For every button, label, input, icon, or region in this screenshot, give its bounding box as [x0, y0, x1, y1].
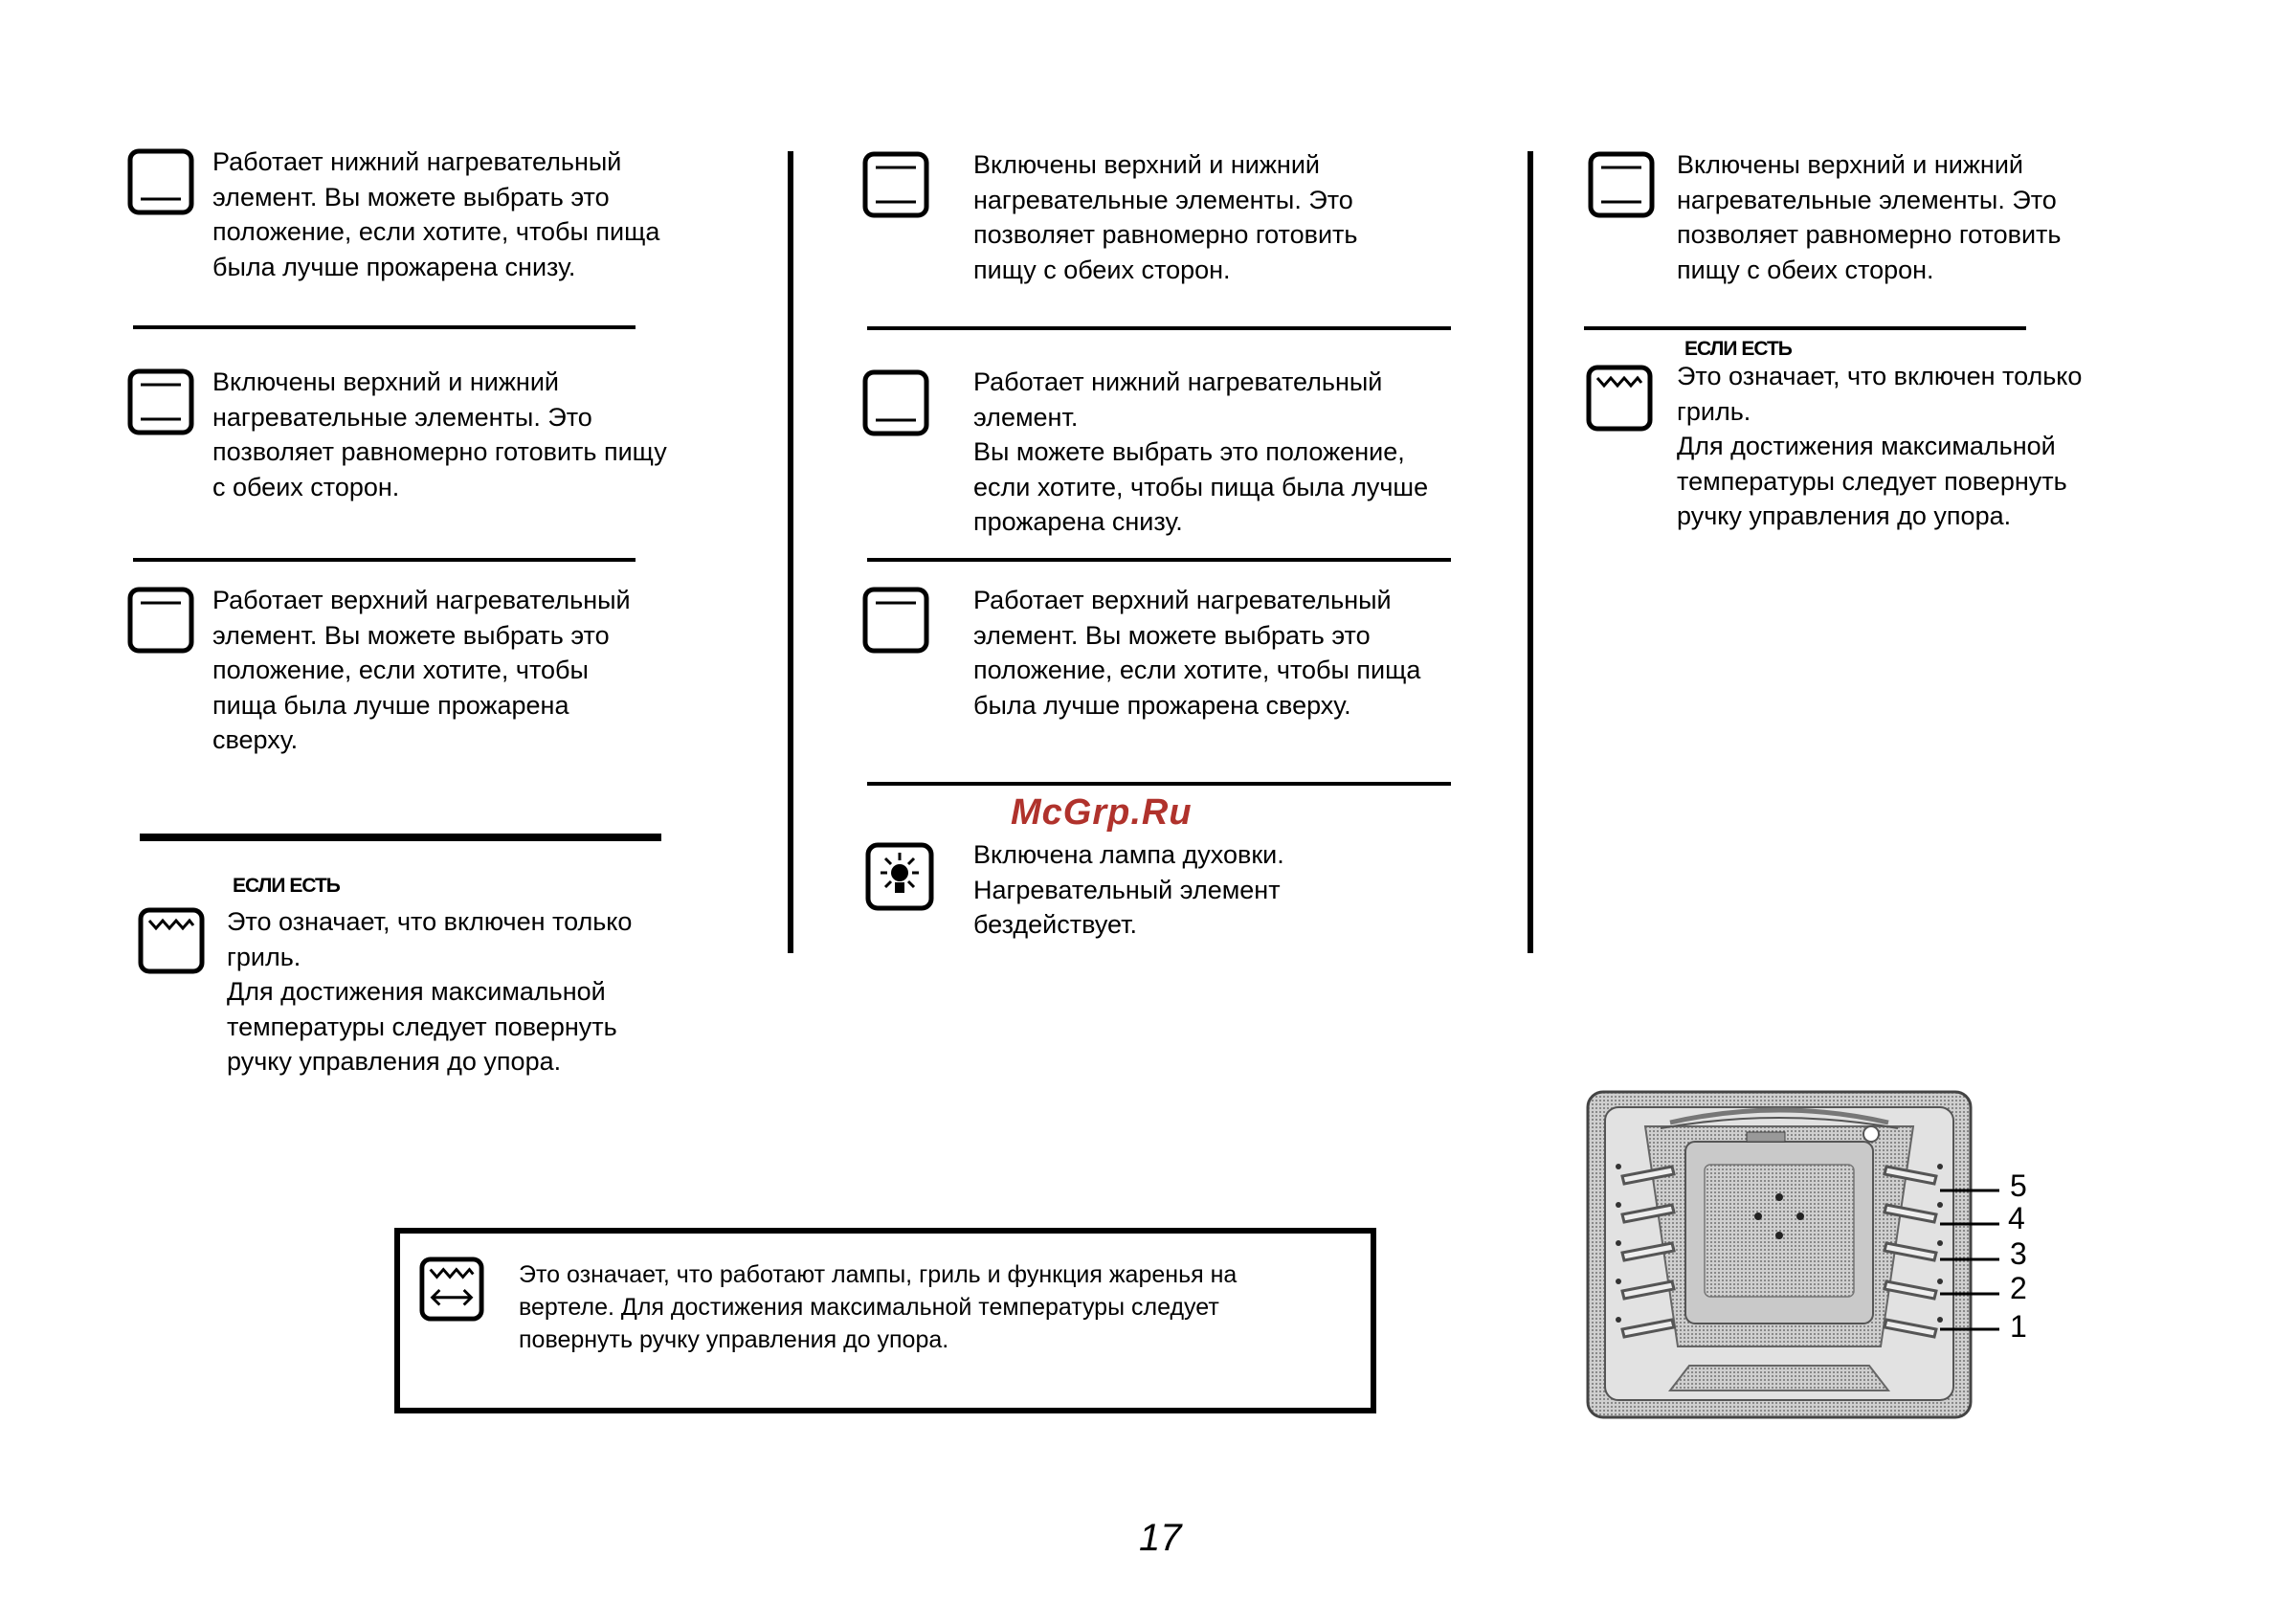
top-bottom-heating-icon [1588, 151, 1655, 218]
column-separator [788, 151, 793, 953]
col1-block1-text: Работает нижний нагревательный элемент. Вы можете выбрать это положение, если хотите, чтобы пища была лучше прожарена снизу. [212, 147, 660, 281]
if-available-label: ЕСЛИ ЕСТЬ [1684, 338, 1792, 360]
grill-rotisserie-icon [419, 1257, 484, 1322]
shelf-level-4: 4 [2008, 1201, 2025, 1235]
col2-block4-text: Включена лампа духовки. Нагревательный элемент бездействует. [973, 840, 1284, 939]
rotisserie-note-text: Это означает, что работают лампы, гриль и функция жаренья на вертеле. Для достижения максимальной температуры следует повернуть ручку управления до упора. [519, 1261, 1238, 1353]
top-bottom-heating-icon [127, 368, 194, 435]
thick-divider [140, 834, 661, 841]
grill-icon [138, 907, 205, 974]
watermark: McGrp.Ru [1011, 792, 1193, 833]
col1-block4-text: Это означает, что включен только гриль. Для достижения максимальной температуры следует повернуть ручку управления до упора. [227, 907, 633, 1076]
page-number: 17 [1139, 1517, 1182, 1559]
top-bottom-heating-icon [862, 151, 929, 218]
col1-block2-text: Включены верхний и нижний нагревательные элементы. Это позволяет равномерно готовить пищу с обеих сторон. [212, 367, 667, 501]
grill-icon [1586, 365, 1653, 432]
col2-block3-text: Работает верхний нагревательный элемент. Вы можете выбрать это положение, если хотите, чтобы пища была лучше прожарена сверху. [973, 586, 1421, 720]
shelf-level-2: 2 [2010, 1271, 2027, 1305]
col2-block1-text: Включены верхний и нижний нагревательные элементы. Это позволяет равномерно готовить пищу с обеих сторон. [973, 150, 1358, 284]
divider [133, 325, 636, 329]
rotisserie-note-box [394, 1228, 1376, 1413]
divider [867, 558, 1451, 562]
top-heating-element-icon [127, 587, 194, 654]
shelf-level-5: 5 [2010, 1168, 2027, 1203]
bottom-heating-element-icon [127, 148, 194, 215]
shelf-level-1: 1 [2010, 1309, 2027, 1344]
divider [1584, 326, 2026, 330]
col3-block2-text: Это означает, что включен только гриль. Для достижения максимальной температуры следует повернуть ручку управления до упора. [1677, 362, 2083, 530]
bottom-heating-element-icon [862, 369, 929, 436]
col2-block2-text: Работает нижний нагревательный элемент. Вы можете выбрать это положение, если хотите, чтобы пища была лучше прожарена снизу. [973, 367, 1429, 536]
shelf-level-3: 3 [2010, 1236, 2027, 1271]
oven-shelf-diagram [1584, 1088, 2049, 1423]
divider [867, 326, 1451, 330]
top-heating-element-icon [862, 587, 929, 654]
column-separator [1528, 151, 1533, 953]
oven-lamp-icon [865, 842, 934, 911]
if-available-label: ЕСЛИ ЕСТЬ [233, 875, 340, 897]
col3-block1-text: Включены верхний и нижний нагревательные элементы. Это позволяет равномерно готовить пищу с обеих сторон. [1677, 150, 2062, 284]
divider [867, 782, 1451, 786]
divider [133, 558, 636, 562]
col1-block3-text: Работает верхний нагревательный элемент. Вы можете выбрать это положение, если хотите, чтобы пища была лучше прожарена сверху. [212, 586, 631, 754]
